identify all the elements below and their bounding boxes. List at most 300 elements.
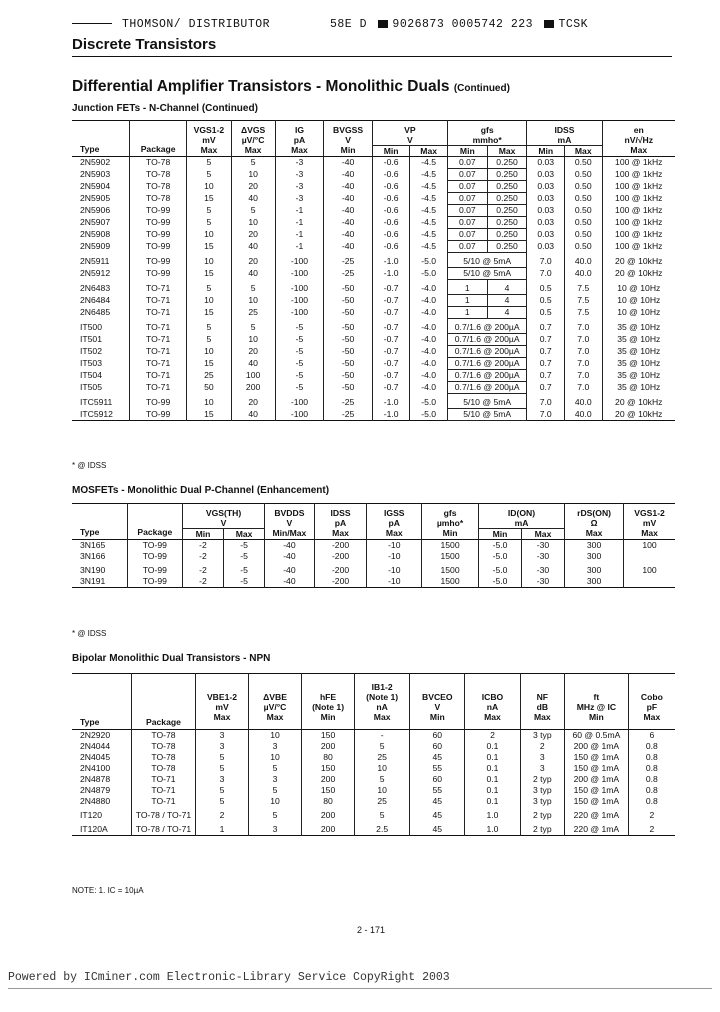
table-cell: -0.7 <box>372 295 410 307</box>
table-cell: 5 <box>195 752 248 763</box>
table-cell: 7.0 <box>527 394 565 409</box>
table-cell: -100 <box>275 307 324 319</box>
table-cell: TO-99 <box>129 253 186 268</box>
table-cell: -1.0 <box>372 253 410 268</box>
table-row <box>72 785 675 796</box>
table-cell: 150 @ 1mA <box>565 796 629 807</box>
table-row <box>72 229 675 241</box>
table-cell: 40.0 <box>564 409 602 421</box>
table-cell: -30 <box>521 576 564 588</box>
table-cell: 0.250 <box>487 205 527 217</box>
table-cell: 150 @ 1mA <box>565 763 629 774</box>
table-row <box>72 268 675 280</box>
table-cell: 10 <box>187 346 231 358</box>
table-cell: 0.8 <box>628 796 675 807</box>
table-cell: 10 <box>187 181 231 193</box>
table-cell: IT120A <box>80 824 108 834</box>
table-cell: TO-71 <box>129 280 186 295</box>
table-cell: 5 <box>231 280 275 295</box>
table-cell: 0.7/1.6 @ 200µA <box>447 334 527 346</box>
table-cell: -200 <box>314 540 367 552</box>
mosfet-table <box>72 503 675 588</box>
table-cell: 0.250 <box>487 229 527 241</box>
table-cell: 0.07 <box>447 169 487 181</box>
col-vgs12: VGS1-2 mV Max <box>624 504 675 540</box>
table-cell: TO-78 <box>131 763 195 774</box>
table-cell: 25 <box>355 796 410 807</box>
col-idss: IDSS mA <box>527 121 602 146</box>
col-idon-min: Min <box>479 529 522 540</box>
table-cell: 10 <box>231 334 275 346</box>
table-cell: 7.0 <box>527 409 565 421</box>
table-cell: 60 <box>410 730 465 742</box>
main-title-continued: (Continued) <box>453 83 510 94</box>
table-cell: 0.7/1.6 @ 200µA <box>447 319 527 334</box>
table-cell: TO-78 <box>131 741 195 752</box>
table-cell: TO-99 <box>127 551 182 562</box>
col-vgsth-max: Max <box>224 529 265 540</box>
table-cell: 15 <box>187 241 231 253</box>
col-vp: VP V <box>372 121 447 146</box>
table-cell: 4 <box>487 307 527 319</box>
bipolar-subtitle: Bipolar Monolithic Dual Transistors - NPN <box>72 653 271 664</box>
col-idss: IDSS pA Max <box>314 504 367 540</box>
table-cell: 5 <box>249 763 302 774</box>
table-cell: 40 <box>231 241 275 253</box>
table-cell: TO-71 <box>129 382 186 394</box>
table-cell: -40 <box>324 181 373 193</box>
table-cell: 80 <box>302 752 355 763</box>
table-row <box>72 169 675 181</box>
table-cell: -1.0 <box>372 409 410 421</box>
table-cell: 10 <box>249 752 302 763</box>
table-cell: 100 @ 1kHz <box>602 181 675 193</box>
table-cell: - <box>355 730 410 742</box>
table-cell: TO-78 <box>129 157 186 169</box>
table-cell: TO-71 <box>129 295 186 307</box>
table-cell: 0.7/1.6 @ 200µA <box>447 358 527 370</box>
table-cell: 1.0 <box>465 821 520 836</box>
table-cell: 20 <box>231 253 275 268</box>
table-row <box>72 307 675 319</box>
table-cell: 7.5 <box>564 280 602 295</box>
table-cell: 7.0 <box>564 319 602 334</box>
table-cell: 0.250 <box>487 217 527 229</box>
table-cell: 5 <box>187 217 231 229</box>
table-cell: 300 <box>565 540 624 552</box>
table-cell: 10 <box>355 785 410 796</box>
table-cell: 0.8 <box>628 763 675 774</box>
table-cell: 2 typ <box>520 821 565 836</box>
jfet-subtitle: Junction FETs - N-Channel (Continued) <box>72 103 258 114</box>
table-cell: 45 <box>410 796 465 807</box>
table-cell: 1500 <box>422 576 479 588</box>
table-cell: 2 typ <box>520 774 565 785</box>
table-cell: 0.1 <box>465 752 520 763</box>
table-cell: 40 <box>231 358 275 370</box>
table-cell: 0.03 <box>527 193 565 205</box>
table-cell: -5 <box>224 540 265 552</box>
main-title-text: Differential Amplifier Transistors - Monolithic Duals <box>72 78 450 95</box>
table-cell: 0.8 <box>628 785 675 796</box>
table-cell: -50 <box>324 370 373 382</box>
table-cell: TO-71 <box>131 774 195 785</box>
table-cell: 2N4044 <box>80 741 111 751</box>
table-cell: -40 <box>324 169 373 181</box>
table-row <box>72 253 675 268</box>
col-package: Package <box>129 121 186 157</box>
table-cell: 0.07 <box>447 181 487 193</box>
table-cell: -0.6 <box>372 229 410 241</box>
table-cell: 0.7/1.6 @ 200µA <box>447 370 527 382</box>
table-cell: -2 <box>182 562 223 576</box>
table-cell: 15 <box>187 358 231 370</box>
table-cell: 0.7 <box>527 346 565 358</box>
table-cell: 10 <box>187 394 231 409</box>
table-cell: 0.7 <box>527 334 565 346</box>
col-idon: ID(ON) mA <box>479 504 565 529</box>
table-cell: 300 <box>565 576 624 588</box>
table-cell: IT502 <box>80 346 102 356</box>
table-row <box>72 752 675 763</box>
table-cell: 300 <box>565 562 624 576</box>
table-cell: 2N5905 <box>80 193 111 203</box>
table-cell: -0.7 <box>372 307 410 319</box>
table-cell: -3 <box>275 181 324 193</box>
table-cell: 100 @ 1kHz <box>602 241 675 253</box>
table-cell: 150 <box>302 730 355 742</box>
table-cell: 0.07 <box>447 241 487 253</box>
table-cell: -40 <box>324 241 373 253</box>
table-cell: 25 <box>231 307 275 319</box>
table-cell: -4.5 <box>410 193 448 205</box>
table-cell: -10 <box>367 551 422 562</box>
table-cell: 10 <box>187 253 231 268</box>
table-cell: 20 <box>231 181 275 193</box>
table-cell: TO-78 <box>129 193 186 205</box>
table-cell: 35 @ 10Hz <box>602 319 675 334</box>
table-cell: -25 <box>324 253 373 268</box>
table-cell: -0.7 <box>372 346 410 358</box>
table-cell: -5 <box>224 562 265 576</box>
table-cell: 2N5912 <box>80 268 111 278</box>
table-cell: -40 <box>324 157 373 169</box>
table-cell: 100 @ 1kHz <box>602 157 675 169</box>
table-cell: TO-71 <box>129 358 186 370</box>
table-cell: -4.5 <box>410 157 448 169</box>
table-cell: 10 <box>187 229 231 241</box>
table-cell: -3 <box>275 157 324 169</box>
table-cell: 15 <box>187 307 231 319</box>
table-cell: 25 <box>187 370 231 382</box>
table-cell: 3 <box>195 741 248 752</box>
table-cell: -10 <box>367 540 422 552</box>
table-cell: -1 <box>275 229 324 241</box>
table-row <box>72 796 675 807</box>
bipolar-table <box>72 673 675 836</box>
table-cell: -5.0 <box>410 394 448 409</box>
table-cell: 0.1 <box>465 741 520 752</box>
table-cell: -50 <box>324 280 373 295</box>
table-cell: TO-78 <box>131 730 195 742</box>
table-cell: -1 <box>275 241 324 253</box>
table-cell: 200 <box>302 807 355 821</box>
col-ib12: IB1-2 (Note 1) nA Max <box>355 674 410 730</box>
table-cell: -1.0 <box>372 394 410 409</box>
table-cell: 3 typ <box>520 730 565 742</box>
table-row <box>72 382 675 394</box>
table-cell: 1500 <box>422 540 479 552</box>
table-cell: -100 <box>275 295 324 307</box>
table-cell: 7.0 <box>564 334 602 346</box>
col-dvbe: ΔVBE µV/°C Max <box>249 674 302 730</box>
table-cell: -5 <box>275 334 324 346</box>
table-row <box>72 394 675 409</box>
table-cell: -0.6 <box>372 169 410 181</box>
table-cell: -3 <box>275 169 324 181</box>
col-type: Type <box>80 527 100 537</box>
table-cell: -1.0 <box>372 268 410 280</box>
table-cell: 10 <box>231 295 275 307</box>
table-cell: -0.6 <box>372 205 410 217</box>
table-cell: 40 <box>231 193 275 205</box>
col-vbe12: VBE1-2 mV Max <box>195 674 248 730</box>
table-cell: ITC5912 <box>80 408 113 419</box>
table-cell: IT501 <box>80 334 102 344</box>
table-cell: 0.1 <box>465 796 520 807</box>
table-cell: 200 <box>302 774 355 785</box>
table-cell: 2 typ <box>520 807 565 821</box>
col-nf: NF dB Max <box>520 674 565 730</box>
col-rds: rDS(ON) Ω Max <box>565 504 624 540</box>
table-cell: TO-78 / TO-71 <box>131 807 195 821</box>
table-cell: TO-71 <box>129 307 186 319</box>
table-cell: 2 <box>628 821 675 836</box>
col-type: Type <box>80 144 100 154</box>
table-cell: 10 @ 10Hz <box>602 295 675 307</box>
table-cell: 4 <box>487 280 527 295</box>
table-cell: -1 <box>275 205 324 217</box>
col-ig: IG pA Max <box>275 121 324 157</box>
table-cell: 2N5909 <box>80 241 111 251</box>
table-cell: 2 <box>628 807 675 821</box>
table-cell: 2N5903 <box>80 169 111 179</box>
table-cell: 0.250 <box>487 241 527 253</box>
table-cell: 0.1 <box>465 774 520 785</box>
col-gfs: gfs µmho* Min <box>422 504 479 540</box>
mosfet-table-header <box>72 504 675 540</box>
jfet-note: * @ IDSS <box>72 461 107 470</box>
table-cell: 7.0 <box>564 370 602 382</box>
table-cell: 15 <box>187 193 231 205</box>
col-type: Type <box>80 717 100 727</box>
table-cell: 0.7 <box>527 319 565 334</box>
table-cell: 40 <box>231 409 275 421</box>
col-igss: IGSS pA Max <box>367 504 422 540</box>
table-row <box>72 295 675 307</box>
table-cell: 0.07 <box>447 217 487 229</box>
table-cell: 2N5906 <box>80 205 111 215</box>
table-cell: TO-71 <box>131 796 195 807</box>
header-code-b: 9026873 0005742 223 <box>392 18 534 31</box>
table-cell: 2N4878 <box>80 774 111 784</box>
table-cell: 100 @ 1kHz <box>602 169 675 181</box>
table-cell: 0.250 <box>487 181 527 193</box>
table-row <box>72 774 675 785</box>
table-cell: 35 @ 10Hz <box>602 334 675 346</box>
table-cell: 2N5911 <box>80 256 110 266</box>
table-cell: -4.0 <box>410 280 448 295</box>
table-cell: 5 <box>231 205 275 217</box>
table-cell: 0.03 <box>527 241 565 253</box>
table-cell: -2 <box>182 576 223 588</box>
table-row <box>72 181 675 193</box>
table-cell: 220 @ 1mA <box>565 821 629 836</box>
table-cell: 0.7 <box>527 358 565 370</box>
table-cell: 60 @ 0.5mA <box>565 730 629 742</box>
table-cell: -5.0 <box>410 268 448 280</box>
table-cell: 2 <box>465 730 520 742</box>
table-row <box>72 319 675 334</box>
table-cell: -4.0 <box>410 295 448 307</box>
table-cell: 220 @ 1mA <box>565 807 629 821</box>
table-cell: -5 <box>275 319 324 334</box>
table-cell: 0.03 <box>527 181 565 193</box>
table-cell: 0.03 <box>527 229 565 241</box>
jfet-table-header <box>72 121 675 157</box>
table-cell: 5 <box>355 807 410 821</box>
table-cell: 0.1 <box>465 785 520 796</box>
table-cell: -50 <box>324 382 373 394</box>
table-cell: -4.0 <box>410 358 448 370</box>
table-cell: -25 <box>324 394 373 409</box>
table-row <box>72 205 675 217</box>
table-row <box>72 334 675 346</box>
col-idss-min: Min <box>527 146 565 157</box>
table-cell: 3 <box>249 821 302 836</box>
table-cell: 5 <box>187 205 231 217</box>
table-cell: 2 <box>195 807 248 821</box>
table-cell: 1 <box>195 821 248 836</box>
table-cell: 40.0 <box>564 253 602 268</box>
table-cell: 3 <box>195 730 248 742</box>
table-cell: -5.0 <box>479 562 522 576</box>
table-row <box>72 741 675 752</box>
table-cell: 100 @ 1kHz <box>602 193 675 205</box>
table-cell: 150 <box>302 785 355 796</box>
table-cell: 2.5 <box>355 821 410 836</box>
table-cell: -5 <box>275 358 324 370</box>
table-cell: 0.50 <box>564 241 602 253</box>
table-cell: TO-99 <box>129 217 186 229</box>
table-cell: 100 @ 1kHz <box>602 229 675 241</box>
table-cell: 5 <box>187 319 231 334</box>
table-cell: 60 <box>410 774 465 785</box>
col-idon-max: Max <box>521 529 564 540</box>
table-cell: 2N5904 <box>80 181 111 191</box>
table-cell: 20 @ 10kHz <box>602 268 675 280</box>
table-cell: 5 <box>231 157 275 169</box>
black-square-icon <box>544 20 554 28</box>
table-cell: 35 @ 10Hz <box>602 358 675 370</box>
table-cell: 7.0 <box>527 253 565 268</box>
table-cell: 7.0 <box>564 358 602 370</box>
col-en: en nV/√Hz Max <box>602 121 675 157</box>
table-cell: 0.8 <box>628 741 675 752</box>
table-cell: -40 <box>265 562 315 576</box>
bipolar-table-header <box>72 674 675 730</box>
table-cell: 5 <box>231 319 275 334</box>
table-cell: -1 <box>275 217 324 229</box>
table-cell: 7.5 <box>564 295 602 307</box>
table-cell: 0.7 <box>527 370 565 382</box>
table-cell: -4.0 <box>410 334 448 346</box>
table-cell: -50 <box>324 319 373 334</box>
table-cell: 5 <box>187 334 231 346</box>
table-cell: 50 <box>187 382 231 394</box>
table-cell: 5/10 @ 5mA <box>447 253 527 268</box>
col-gfs: gfs mmho* <box>447 121 527 146</box>
table-cell: 1500 <box>422 551 479 562</box>
table-cell: 10 <box>187 295 231 307</box>
table-cell: -5.0 <box>410 253 448 268</box>
table-row <box>72 730 675 742</box>
table-cell: 0.50 <box>564 169 602 181</box>
table-cell: 100 @ 1kHz <box>602 205 675 217</box>
table-cell: 0.07 <box>447 157 487 169</box>
table-cell: -2 <box>182 540 223 552</box>
table-row <box>72 562 675 576</box>
col-vp-max: Max <box>410 146 448 157</box>
table-cell: 0.7/1.6 @ 200µA <box>447 382 527 394</box>
table-cell: -4.0 <box>410 370 448 382</box>
table-cell: 2N6484 <box>80 295 111 305</box>
mosfet-note: * @ IDSS <box>72 629 107 638</box>
table-row <box>72 280 675 295</box>
col-bvgss: BVGSS V Min <box>324 121 373 157</box>
mosfet-table-body <box>72 540 675 588</box>
table-cell: 0.250 <box>487 157 527 169</box>
table-cell: 2N4100 <box>80 763 111 773</box>
table-cell: 5 <box>355 741 410 752</box>
table-cell: -4.5 <box>410 181 448 193</box>
table-cell: -30 <box>521 562 564 576</box>
table-cell: 0.50 <box>564 157 602 169</box>
table-cell: 2N5902 <box>80 157 111 168</box>
bipolar-table-body <box>72 730 675 836</box>
table-cell: IT120 <box>80 810 102 820</box>
table-cell: 0.50 <box>564 217 602 229</box>
col-vp-min: Min <box>372 146 410 157</box>
table-cell: 200 <box>231 382 275 394</box>
mosfet-subtitle: MOSFETs - Monolithic Dual P-Channel (Enhancement) <box>72 485 330 496</box>
table-cell: 0.1 <box>465 763 520 774</box>
table-cell: 0.250 <box>487 193 527 205</box>
table-cell: 200 <box>302 741 355 752</box>
table-cell: IT503 <box>80 358 102 368</box>
table-cell: 200 <box>302 821 355 836</box>
table-cell: 0.50 <box>564 229 602 241</box>
table-cell: -4.5 <box>410 217 448 229</box>
table-cell: 2N6483 <box>80 283 111 293</box>
table-cell: 2 <box>520 741 565 752</box>
table-cell: TO-99 <box>129 394 186 409</box>
table-cell: 3N191 <box>80 576 106 586</box>
table-cell: 0.7/1.6 @ 200µA <box>447 346 527 358</box>
table-cell: 5/10 @ 5mA <box>447 394 527 409</box>
col-vgs12: VGS1-2 mV Max <box>187 121 231 157</box>
table-cell: 45 <box>410 807 465 821</box>
